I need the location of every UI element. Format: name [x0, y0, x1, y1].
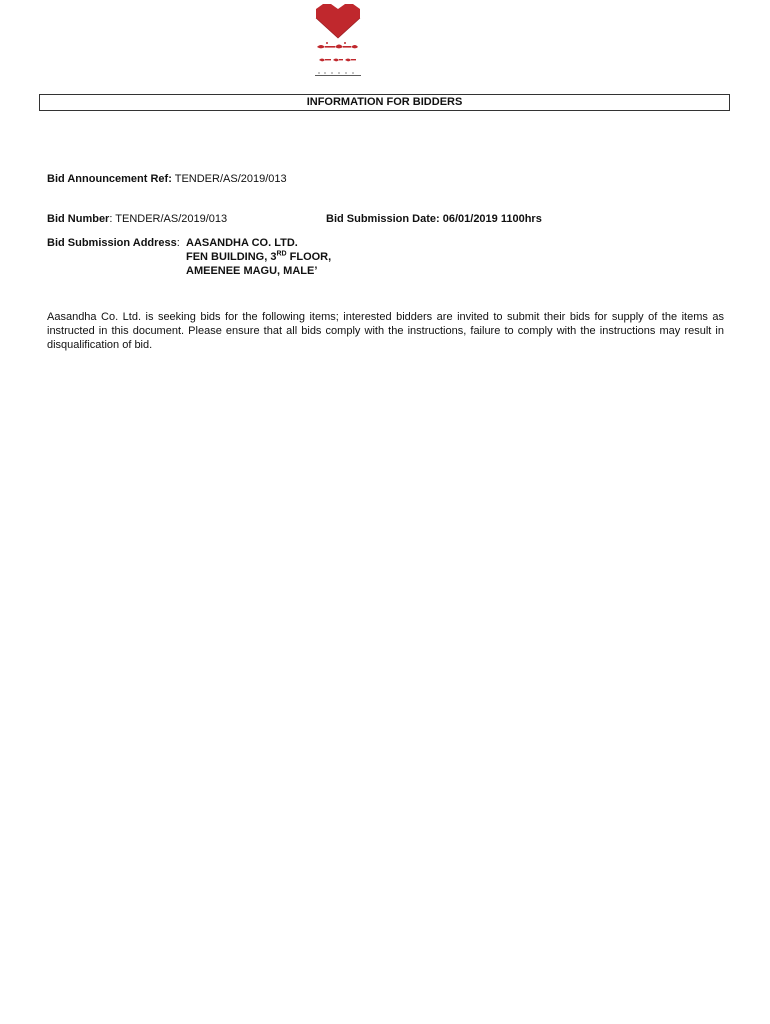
submission-address	[186, 236, 331, 278]
bid-number-colon: :	[109, 213, 113, 225]
submission-address-colon: :	[176, 237, 180, 249]
submission-address-label-row	[47, 236, 180, 250]
bid-number-row	[47, 212, 227, 226]
address-line-2-sup: RD	[276, 250, 287, 258]
heart-logo-icon	[305, 2, 371, 82]
announcement-ref-row	[47, 172, 287, 186]
submission-address-label: Bid Submission Address	[47, 237, 177, 249]
bid-submission-date: Bid Submission Date: 06/01/2019 1100hrs	[326, 213, 542, 225]
company-logo	[305, 2, 371, 82]
bid-number-value: TENDER/AS/2019/013	[115, 213, 228, 225]
address-line-3: AMEENEE MAGU, MALE’	[186, 265, 318, 277]
document-title: INFORMATION FOR BIDDERS	[39, 94, 730, 111]
announcement-ref-label: Bid Announcement Ref:	[47, 173, 172, 185]
announcement-ref-value: TENDER/AS/2019/013	[174, 173, 287, 185]
address-line-2	[186, 250, 331, 264]
intro-paragraph: Aasandha Co. Ltd. is seeking bids for the following items; interested bidders are invited to submit their bids for supply of the items as instructed in this document. Please ensure that all bids comply with the instructions, failure to comply with the instructions may result in disqualification of bid.	[47, 311, 724, 351]
address-line-2-post: FLOOR,	[286, 251, 332, 263]
bid-number-label: Bid Number	[47, 213, 110, 225]
address-line-2-pre: FEN BUILDING, 3	[186, 251, 277, 263]
address-line-1: AASANDHA CO. LTD.	[186, 237, 298, 249]
